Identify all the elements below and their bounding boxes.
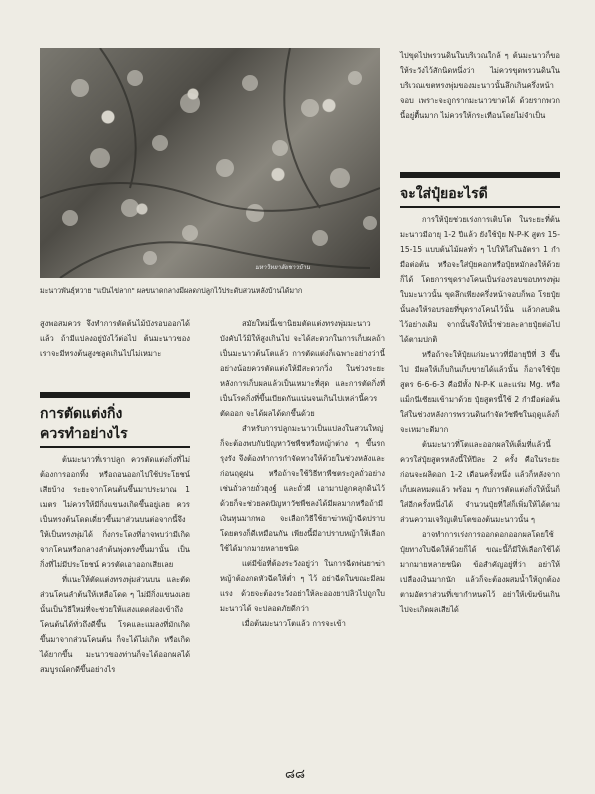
middle-paragraph-2: สำหรับการปลูกมะนาวเป็นแปลงในสวนใหญ่ ก็จะต้องพบกับปัญหาวัชพืชหรือหญ้าต่าง ๆ ขึ้นรกรุงรัง จึงต้องทำการกำจัดทางให้ด้วยในช่วงหลังและก่อนฤดูฝน หรือถ้าจะใช้วิธีทาพืชตระกูลถั่วอย่างเช่นถั่วลายถั่วฮุงฐ์ และถั่วผี เอามาปลูกคลุกดินไว้ด้วยก็จะช่วยลดปัญหาวัชพืชลงได้มีผลมากหรือถ้ามีเงินทุนมากพอ จะเลือกวิธีใช้ยาฆ่าหญ้าฉีดปราบโดยตรงก็ดีเหมือนกัน เพียงนี้มีอาปราบหญ้าให้เลือกใช้ได้มากมายหลายชนิด — [220, 424, 385, 553]
right-top-paragraph: ไปขุดไปพรวนดินในบริเวณใกล้ ๆ ต้นมะนาวก็ขอให้ระวังไว้สักนิดหนึ่งว่า ไม่ควรขุดพรวนดินในบริเวณเขตทรงพุ่มของมะนาวนั้นลึกเกินครึ่งหน้าจอบ เพราะจะถูกรากมะนาวขาดได้ ด้วยรากพวกนี้อยู่ตื้นมาก ไม่ควรให้กระเทือนโดยไม่จำเป็น — [400, 51, 560, 120]
section1-heading — [40, 404, 190, 444]
left-column-intro — [40, 316, 190, 361]
section1-heading-line2: ควรทำอย่างไร — [40, 426, 128, 442]
page-number: ๘๘ — [284, 767, 306, 782]
section1-heading-underline — [40, 446, 190, 448]
photo-foliage — [40, 48, 380, 278]
section2-paragraph-4: อาจทำการเร่งการออกดอกออกผลโดยใช้ปุ๋ยทางใบฉีดให้ด้วยก็ได้ ขณะนี้ก็มีให้เลือกใช้ได้มากมายหลายชนิด ข้อสำคัญอยู่ที่ว่า อย่าให้เปลืองเงินมากนัก แล้วก็จะต้องผสมน้ำให้ถูกต้องตามอัตราส่วนที่เขากำหนดไว้ อย่าให้เข้มข้นเกินไปจะเกิดผลเสียได้ — [400, 530, 560, 614]
right-column-body — [400, 212, 560, 617]
photo-caption: มะนาวพันธุ์หวาย "แป้นไข่ลาก" ผลขนาดกลางมีผลดกปลูกไว้ประดับสวนหลังบ้านได้มาก — [40, 286, 303, 295]
middle-paragraph-3: แต่มีข้อที่ต้องระวังอยู่ว่า ในการฉีดพ่นยาฆ่าหญ้าต้องกดหัวฉีดให้ต่ำ ๆ ไว้ อย่าฉีดในขณะมีลมแรง ด้วยจะต้องระวังอย่าให้ละอองยาปลิวไปถูกใบมะนาวได้ จะปลอดภัยดีกว่า — [220, 559, 385, 613]
section2-heading-underline — [400, 206, 560, 208]
middle-paragraph-4: เมื่อต้นมะนาวโตแล้ว การจะเข้า — [242, 619, 346, 628]
section2-paragraph-2: หรือถ้าจะให้ปุ๋ยแก่มะนาวที่มีอายุปีที่ 3 ขึ้นไป มีผลให้เก็บกินเก็บขายได้แล้วนั้น ก็อาจใช้ปุ๋ยสูตร 6-6-6-3 คือมีทั้ง N-P-K และแร่ม Mg. หรือแม็กนีเซียมเข้ามาด้วย ปุ๋ยสูตรนี้ใช้ 2 กำมือต่อต้น ใส่ในช่วงหลังการพรวนดินกำจัดวัชพืชในฤดูแล้งก็จะเหมาะดีมาก — [400, 350, 560, 434]
right-column-top — [400, 48, 560, 123]
section1-paragraph-1: ต้นมะนาวที่เราปลูก ควรตัดแต่งกิ่งที่ไม่ต้องการออกทิ้ง หรือถอนออกไปใช้ประโยชน์เสียบ้าง ระยะจากโคนต้นขึ้นมาประมาณ 1 เมตร ไม่ควรให้มีกิ่งแขนงเกิดขึ้นอยู่เลย ควรเป็นทรงต้นโดดเดี่ยวขึ้นมาส่วนบนต่อจากนี้จึงให้เป็นทรงพุ่มได้ กิ่งกระโดงที่อาจพบว่ามีเกิดจากโคนหรือกลางลำต้นพุ่งตรงขึ้นมานั้น เป็นกิ่งที่ไม่มีประโยชน์ ควรตัดเอาออกเสียเลย — [40, 455, 190, 569]
section2-heading: จะใส่ปุ๋ยอะไรดี — [400, 186, 488, 202]
left-column-body — [40, 452, 190, 677]
lime-tree-photo — [40, 48, 380, 278]
section1-heading-bar — [40, 392, 190, 398]
middle-column — [220, 316, 385, 631]
section1-heading-line1: การตัดแต่งกิ่ง — [40, 406, 123, 422]
left-intro-paragraph: สูงพอสมควร จึงทำการตัดต้นไม้บังรอบออกได้แล้ว ถ้ามีแปลงอยู่บังไว้ต่อไป ต้นมะนาวของเราจะมีทรงต้นสูงชลูดเกินไปไม่เหมาะ — [40, 319, 190, 358]
section2-paragraph-3: ต้นมะนาวที่โตและออกผลให้เต็มที่แล้วนี้ ควรใส่ปุ๋ยสูตรหลังนี้ให้ปีละ 2 ครั้ง คือในระยะก่อนจะผลิดอก 1-2 เดือนครั้งหนึ่ง แล้วก็หลังจากเก็บผลหมดแล้ว พร้อม ๆ กับการตัดแต่งกิ่งให้นั้นก็ใส่อีกครั้งหนึ่งได้ จำนวนปุ๋ยที่ใส่ก็เพิ่มให้ได้ตามส่วนความเจริญเติบโตของต้นมะนาวนั้น ๆ — [400, 440, 560, 524]
photo-credit: มหาวิทยาลัยชาวบ้าน — [255, 264, 310, 271]
section2-heading-bar — [400, 172, 560, 178]
middle-paragraph-1: สมัยใหม่นี้เขานิยมตัดแต่งทรงพุ่มมะนาวบังคับไว้มิให้สูงเกินไป จะได้สะดวกในการเก็บผลถ้าเป็นมะนาวต้นโตแล้ว การตัดแต่งก็เฉพาะอย่างว่านี้ อย่างน้อยควรตัดแต่งให้มีสะดวกวิ่ง ในช่วงระยะหลังการเก็บผลแล้วเป็นเหมาะที่สุด และการตัดกิ่งที่เป็นโรคกิ่งที่ขึ้นเบียดกันแน่นจนเกินไปเหล่านี้ควรตัดออก จะได้ผลได้ดกขึ้นด้วย — [220, 319, 385, 418]
section1-paragraph-2: ที่แนะให้ตัดแต่งทรงพุ่มส่วนบน และตัดส่วนโคนลำต้นให้เหลือโดด ๆ ไม่มีกิ่งแขนงเลยนั้นเป็นวิธีใหม่ที่จะช่วยให้แสงแดดส่องเข้าถึงโคนต้นได้ทั่วถึงดีขึ้น โรคและแมลงที่มักเกิดขึ้นมาจากส่วนโคนต้น ก็จะได้ไม่เกิด หรือเกิดได้ยากขึ้น มะนาวของท่านก็จะได้ออกผลได้สมบูรณ์ดกดีขึ้นอย่างไร — [40, 575, 190, 674]
section2-paragraph-1: การให้ปุ๋ยช่วยเร่งการเติบโต ในระยะที่ต้นมะนาวมีอายุ 1-2 ปีแล้ว ยังใช้ปุ๋ย N-P-K สูตร 15-15-15 แบบต้นไม้ผลทั่ว ๆ ไปให้ใส่ในอัตรา 1 กำมือต่อต้น หรือจะใส่ปุ๋ยคอกหรือปุ๋ยหมักลงให้ด้วยก็ได้ โดยการขุดรางโคนเป็นร่องรอบขอบทรงพุ่มใบมะนาวนั้น ขุดลึกเพียงครึ่งหน้าจอบก็พอ โรยปุ๋ยนั้นลงให้รอบรอยที่ขุดรางโคนไว้นั้น แล้วกลบดินไว้อย่างเดิม จากนั้นจึงให้น้ำช่วยละลายปุ๋ยต่อไปได้ตามปกติ — [400, 215, 560, 344]
